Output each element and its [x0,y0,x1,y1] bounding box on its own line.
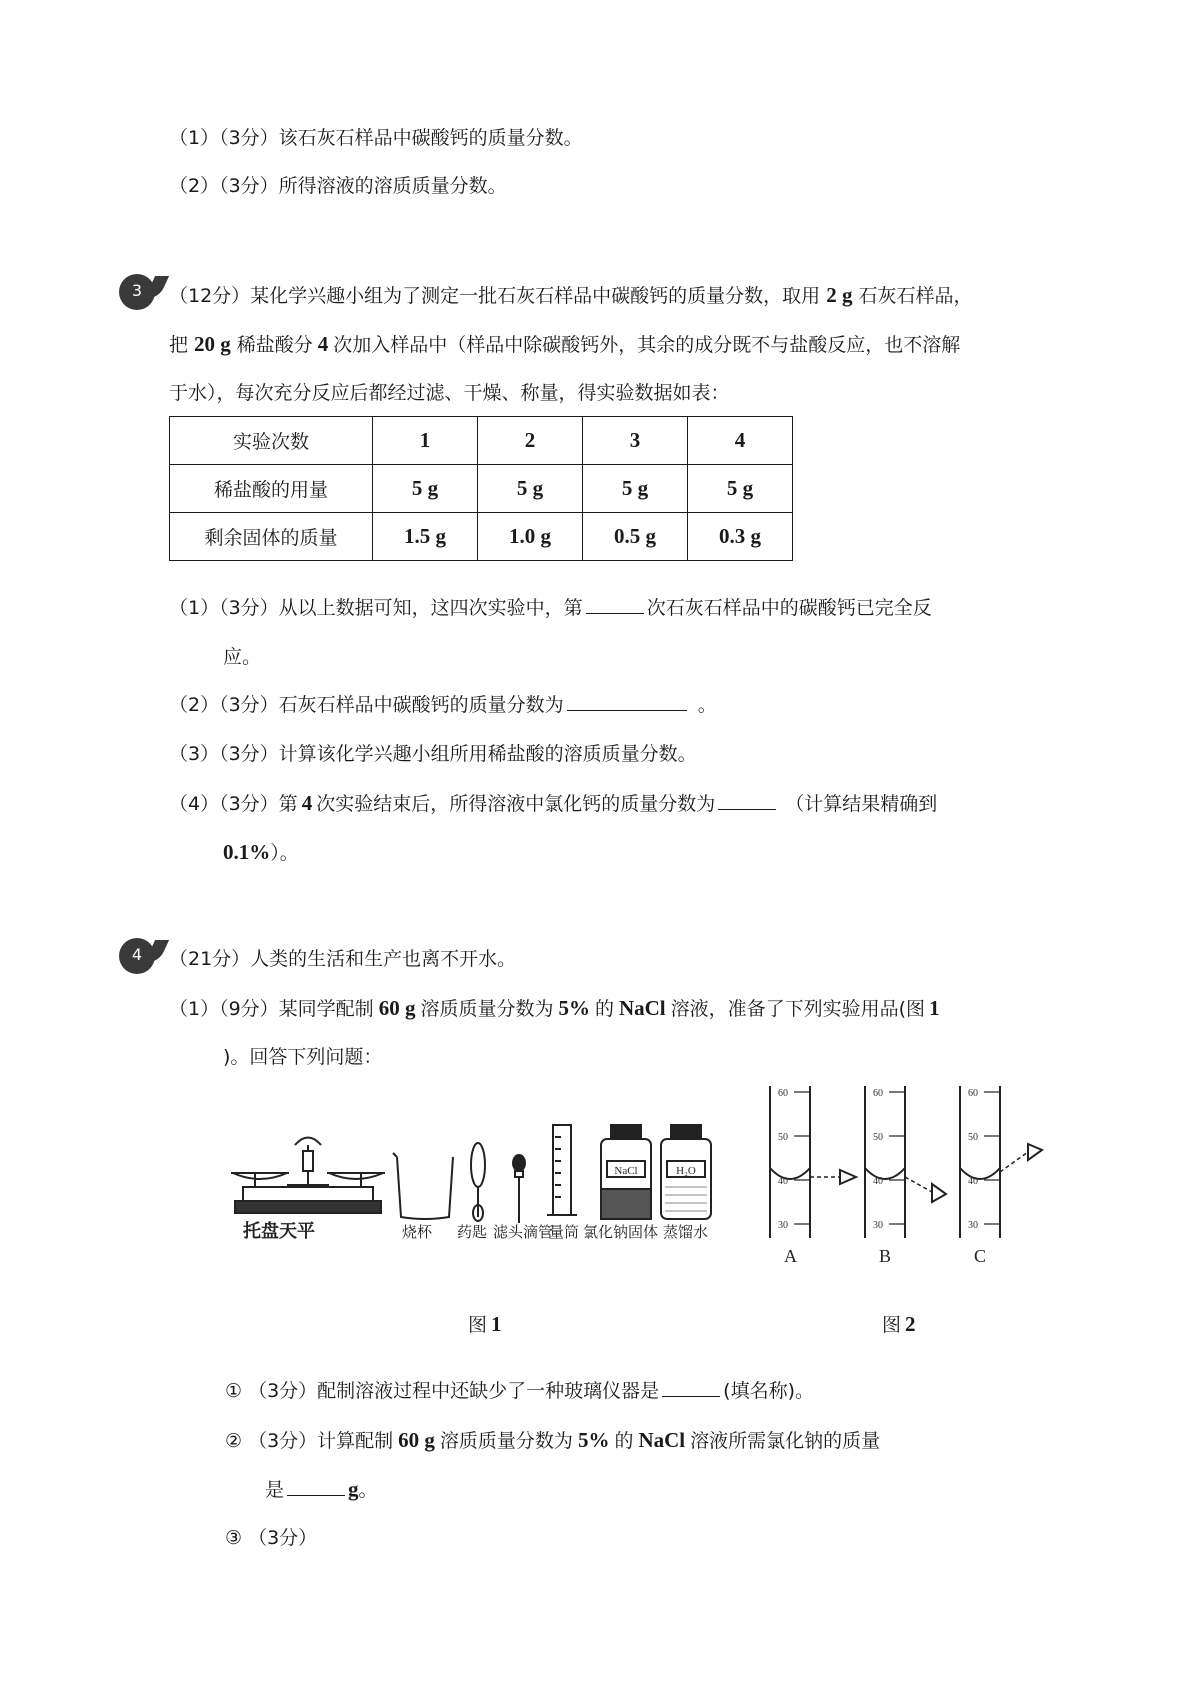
svg-text:烧杯: 烧杯 [402,1223,433,1241]
svg-text:50: 50 [778,1132,788,1143]
svg-text:蒸馏水: 蒸馏水 [663,1223,709,1241]
water-bottle-icon [661,1125,711,1219]
spoon-icon [471,1143,485,1221]
svg-text:50: 50 [968,1132,978,1143]
question-3-badge: 3 [119,274,155,310]
cylinder-c [960,1086,1000,1238]
svg-text:氯化钠固体: 氯化钠固体 [583,1223,659,1241]
svg-text:量筒: 量筒 [549,1223,580,1241]
q4-part-1: （1）（9分）某同学配制 60 g 溶质质量分数为 5% 的 NaCl 溶液，准备了下列实验用品(图 1 [169,996,940,1020]
svg-text:NaCl: NaCl [614,1165,638,1177]
table-cell: 剩余固体的质量 [170,513,373,561]
svg-text:60: 60 [968,1088,978,1099]
svg-text:C: C [974,1246,987,1266]
q4-subpart-2-cont: 是 g。 [265,1477,378,1501]
answer-blank[interactable] [586,595,644,614]
figure-1-caption: 图 1 [468,1312,502,1336]
svg-text:40: 40 [778,1176,788,1187]
equipment-labels [243,1220,708,1242]
q3-stem-line-1: （12分）某化学兴趣小组为了测定一批石灰石样品中碳酸钙的质量分数，取用 2 g 石灰石样品， [169,283,973,307]
figure-1-lab-equipment [225,1105,745,1253]
experiment-data-table [169,416,793,561]
q3-part-4: （4）（3分）第 4 次实验结束后，所得溶液中氯化钙的质量分数为 （计算结果精确到 [169,791,938,815]
q3-part-3: （3）（3分）计算该化学兴趣小组所用稀盐酸的溶质质量分数。 [169,743,697,765]
table-cell: 稀盐酸的用量 [170,465,373,513]
answer-blank[interactable] [662,1378,720,1397]
table-cell: 0.5 g [583,513,688,561]
svg-text:50: 50 [873,1132,883,1143]
svg-text:A: A [784,1246,797,1266]
table-cell: 4 [688,417,793,465]
q4-part-1-cont: )。回答下列问题： [223,1046,383,1068]
balance-icon [231,1138,385,1214]
table-cell: 5 g [583,465,688,513]
dropper-icon [513,1155,525,1223]
q3-stem-line-2: 把 20 g 稀盐酸分 4 次加入样品中（样品中除碳酸钙外，其余的成分既不与盐酸反应，也不溶解 [169,332,961,356]
svg-text:药匙: 药匙 [457,1223,488,1241]
scale-ticks [778,1088,978,1231]
graduated-cylinder-icon [547,1125,577,1215]
q4-subpart-3: ③ （3分） [225,1527,318,1549]
table-cell: 5 g [373,465,478,513]
svg-text:60: 60 [873,1088,883,1099]
answer-blank[interactable] [287,1477,345,1496]
table-cell: 实验次数 [170,417,373,465]
table-cell: 5 g [688,465,793,513]
answer-blank[interactable] [718,791,776,810]
table-row [170,513,793,561]
question-4-badge: 4 [119,938,155,974]
table-cell: 0.3 g [688,513,793,561]
q4-stem: （21分）人类的生活和生产也离不开水。 [169,948,517,970]
svg-text:托盘天平: 托盘天平 [243,1221,315,1242]
q3-stem-line-3: 于水），每次充分反应后都经过滤、干燥、称量，得实验数据如表： [169,382,730,404]
svg-text:40: 40 [968,1176,978,1187]
q4-subpart-2: ② （3分）计算配制 60 g 溶质质量分数为 5% 的 NaCl 溶液所需氯化钠的质量 [225,1428,881,1452]
answer-blank[interactable] [567,692,687,711]
prev-subquestion-1: （1）（3分）该石灰石样品中碳酸钙的质量分数。 [169,127,583,149]
figure-2-caption: 图 2 [882,1312,916,1336]
q3-part-1-cont: 应。 [223,646,262,668]
table-row [170,465,793,513]
svg-text:滤头滴管: 滤头滴管 [493,1223,554,1241]
table-cell: 5 g [478,465,583,513]
table-cell: 1.5 g [373,513,478,561]
table-cell: 2 [478,417,583,465]
svg-text:60: 60 [778,1088,788,1099]
figure-2-reading-cylinders [760,1080,1060,1270]
tick-marks [794,1092,1000,1224]
svg-text:30: 30 [968,1220,978,1231]
svg-text:H₂O: H₂O [676,1165,696,1177]
cylinder-a [770,1086,810,1238]
table-cell: 1.0 g [478,513,583,561]
q3-part-4-cont: 0.1%）。 [223,840,299,864]
nacl-bottle-icon [601,1125,651,1219]
table-cell: 1 [373,417,478,465]
svg-text:40: 40 [873,1176,883,1187]
svg-text:30: 30 [778,1220,788,1231]
table-row-header [170,417,793,465]
svg-text:30: 30 [873,1220,883,1231]
prev-subquestion-2: （2）（3分）所得溶液的溶质质量分数。 [169,175,507,197]
beaker-icon [393,1153,453,1219]
q4-subpart-1: ① （3分）配制溶液过程中还缺少了一种玻璃仪器是 (填名称)。 [225,1380,814,1402]
q3-part-2: （2）（3分）石灰石样品中碳酸钙的质量分数为 。 [169,694,717,716]
q3-part-1: （1）（3分）从以上数据可知，这四次实验中，第 次石灰石样品中的碳酸钙已完全反 [169,597,932,619]
table-cell: 3 [583,417,688,465]
cylinder-labels [784,1246,986,1266]
cylinder-b [865,1086,905,1238]
svg-text:B: B [879,1246,892,1266]
